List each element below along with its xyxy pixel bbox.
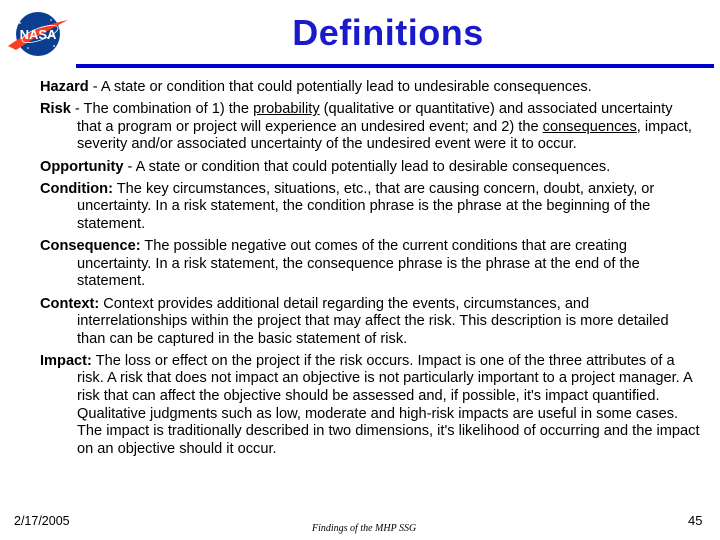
definition-opportunity [40, 159, 700, 177]
definition-text: , impact, severity and/or associated uncertainty of the undesired event were it to occur. [77, 118, 692, 153]
nasa-logo [6, 8, 70, 60]
definition-text: - A state or condition that could potentially lead to desirable consequences. [123, 158, 611, 175]
nasa-meatball-icon [6, 8, 70, 60]
page-number: 45 [688, 513, 703, 528]
definition-context [40, 296, 700, 349]
term-label: Consequence: [40, 238, 141, 255]
title-divider [76, 64, 714, 68]
definition-text: The key circumstances, situations, etc., that are causing concern, doubt, anxiety, or uncertainty. In a risk statement, the condition phrase is the phrase at the beginning of the statement. [77, 180, 655, 232]
definition-condition [40, 181, 700, 234]
definition-text: The loss or effect on the project if the risk occurs. Impact is one of the three attributes of a risk. A risk that does not impact an objective is not particularly important to a project manager. A risk that can affect the objective should be assessed and, if possible, it's impact quantified. Qualitative judgments such as low, moderate and high-risk impacts are useful in some cases. The impact is traditionally described in two dimensions, it's likelihood of occurring and the impact on an objective should it occur. [77, 352, 700, 457]
definition-risk [40, 101, 700, 154]
definition-consequence [40, 238, 700, 291]
definition-hazard [40, 79, 700, 97]
definition-impact [40, 353, 700, 459]
definition-text: (qualitative or quantitative) and associated uncertainty that a program or project will experience an undesired event; and 2) the [77, 101, 673, 135]
term-label: Hazard [40, 79, 89, 95]
footer-date: 2/17/2005 [14, 514, 70, 528]
footer-source: Findings of the MHP SSG [312, 523, 417, 534]
definitions-list [40, 79, 700, 463]
definition-text: - The combination of 1) the [70, 101, 254, 118]
underlined-term-consequences: consequences [542, 118, 637, 135]
logo-text: NASA [19, 27, 57, 42]
term-label: Opportunity [40, 158, 124, 175]
term-label: Context: [40, 295, 100, 312]
definition-text: - A state or condition that could potentially lead to undesirable consequences. [88, 79, 592, 95]
term-label: Risk [40, 101, 71, 118]
definition-text: The possible negative out comes of the current conditions that are creating uncertainty. In a risk statement, the consequence phrase is the phrase at the end of the statement. [77, 238, 640, 290]
underlined-term-probability: probability [253, 101, 320, 118]
page-title: Definitions [292, 12, 484, 53]
term-label: Impact: [40, 352, 92, 369]
term-label: Condition: [40, 180, 113, 197]
definition-text: Context provides additional detail regarding the events, circumstances, and interrelationships within the project that may affect the risk. This description is more detailed than can be captured in the basic statement of risk. [77, 295, 669, 347]
